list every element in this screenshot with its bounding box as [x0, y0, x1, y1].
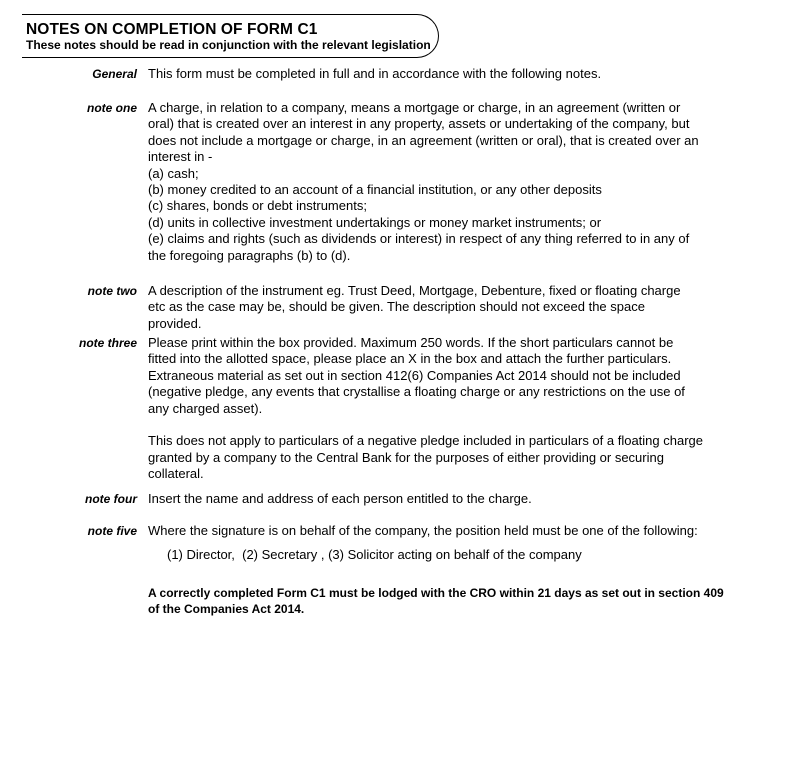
- note-label: note four: [85, 492, 137, 506]
- final-statement: [148, 586, 724, 617]
- note-text-line: the foregoing paragraphs (b) to (d).: [148, 247, 351, 263]
- note-text-line: fitted into the allotted space, please place an X in the box and attach the further particulars.: [148, 351, 672, 367]
- note-body: [148, 66, 748, 82]
- page-title: NOTES ON COMPLETION OF FORM C1: [26, 21, 318, 38]
- note-text-line: interest in -: [148, 149, 213, 165]
- page-subtitle: These notes should be read in conjunction with the relevant legislation: [26, 38, 431, 52]
- note-label: note five: [87, 524, 137, 538]
- note-text-line: (d) units in collective investment undertakings or money market instruments; or: [148, 214, 602, 230]
- note-label: note one: [87, 101, 137, 115]
- note-text-line: granted by a company to the Central Bank for the purposes of either providing or securing: [148, 449, 664, 465]
- note-text-line: etc as the case may be, should be given. The description should not exceed the space: [148, 299, 645, 315]
- note-text-line: Where the signature is on behalf of the company, the position held must be one of the following:: [148, 523, 698, 538]
- note-body: [148, 335, 748, 483]
- note-text-line: (e) claims and rights (such as dividends or interest) in respect of any thing referred to in any of: [148, 231, 690, 247]
- note-text-line: Insert the name and address of each person entitled to the charge.: [148, 491, 532, 506]
- note-text-line: A charge, in relation to a company, means a mortgage or charge, in an agreement (written or: [148, 100, 681, 115]
- paragraph-gap: [148, 417, 748, 433]
- note-text-line: (b) money credited to an account of a financial institution, or any other deposits: [148, 182, 602, 198]
- note-text-line: Extraneous material as set out in section 412(6) Companies Act 2014 should not be included: [148, 367, 681, 383]
- signatory-options: (1) Director, (2) Secretary , (3) Solicitor acting on behalf of the company: [167, 547, 582, 563]
- note-body: [148, 523, 748, 564]
- note-text-line: (negative pledge, any events that crystallise a floating charge or any restrictions on the use of: [148, 384, 685, 400]
- note-text-line: This form must be completed in full and in accordance with the following notes.: [148, 66, 602, 81]
- final-statement-line: A correctly completed Form C1 must be lodged with the CRO within 21 days as set out in section 409: [148, 586, 724, 600]
- note-label: General: [92, 67, 137, 81]
- note-label: note three: [78, 336, 137, 350]
- note-body: [148, 283, 748, 332]
- note-text-line: any charged asset).: [148, 400, 263, 416]
- final-statement-line: of the Companies Act 2014.: [148, 601, 305, 616]
- note-text-line: (c) shares, bonds or debt instruments;: [148, 198, 367, 214]
- note-text-line: provided.: [148, 315, 202, 331]
- note-text-line: A description of the instrument eg. Trust Deed, Mortgage, Debenture, fixed or floating charge: [148, 283, 681, 298]
- note-text-line: Please print within the box provided. Maximum 250 words. If the short particulars cannot be: [148, 335, 674, 350]
- note-text-line: collateral.: [148, 466, 204, 482]
- note-text-line: (a) cash;: [148, 165, 199, 181]
- note-label: note two: [87, 284, 137, 298]
- note-text-line: This does not apply to particulars of a negative pledge included in particulars of a floating charge: [148, 433, 704, 449]
- note-text-line: does not include a mortgage or charge, in an agreement (written or oral), that is created over an: [148, 132, 699, 148]
- note-body: [148, 100, 748, 264]
- note-body: [148, 491, 748, 507]
- note-text-line: oral) that is created over an interest in any property, assets or undertaking of the company, but: [148, 116, 690, 132]
